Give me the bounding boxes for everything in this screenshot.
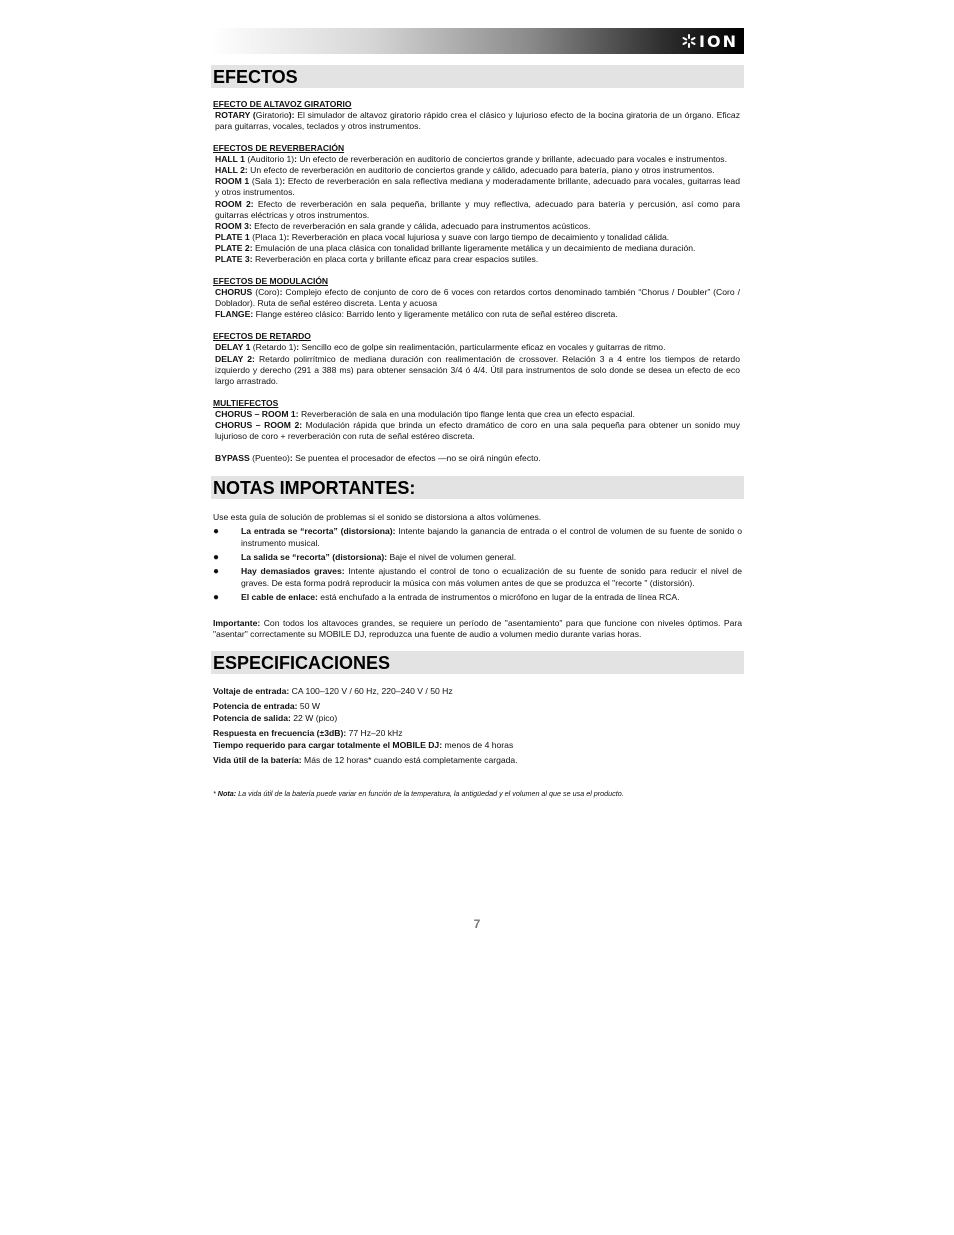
- effect-plate-2: PLATE 2: Emulación de una placa clásica con tonalidad brillante ligeramente metálica y un decaimiento de mediana duración.: [215, 242, 696, 253]
- list-item: ● Hay demasiados graves: Intente ajustando el control de tono o ecualización de su fuente de sonido para reducir el nivel de graves. De esta forma podrá reproducir la música con más volumen antes de que se produzca el "recorte " (distorsión).: [213, 566, 742, 588]
- spec-row: Potencia de salida: 22 W (pico): [213, 712, 338, 723]
- effect-delay-1: DELAY 1 (Retardo 1): Sencillo eco de golpe sin realimentación, particularmente eficaz en vocales y guitarras de ritmo.: [215, 342, 666, 353]
- effect-rotary: ROTARY (Giratorio): El simulador de altavoz giratorio rápido crea el clásico y lujurioso efecto de la bocina giratoria de un órgano. Eficaz para guitarras, vocales, teclados y otros instrumentos.: [215, 110, 740, 132]
- heading-reverb: EFECTOS DE REVERBERACIÓN: [213, 143, 345, 154]
- heading-modulacion: EFECTOS DE MODULACIÓN: [213, 276, 329, 287]
- list-item: ● La salida se “recorta” (distorsiona): Baje el nivel de volumen general.: [213, 551, 517, 563]
- logo-text: ION: [699, 31, 738, 51]
- page-number: 7: [473, 917, 481, 931]
- heading-multiefectos: MULTIEFECTOS: [213, 397, 279, 408]
- effect-chorus-room-2: CHORUS – ROOM 2: Modulación rápida que brinda un efecto dramático de coro en una sala pequeña para obtener un sonido muy lujurioso de coro + reverberación con ruta de señal estéreo discreta.: [215, 419, 740, 441]
- effect-room-3: ROOM 3: Efecto de reverberación en sala grande y cálida, adecuado para instrumentos acústicos.: [215, 220, 591, 231]
- list-item: ● La entrada se “recorta” (distorsiona): Intente bajando la ganancia de entrada o el control de volumen de su fuente de sonido o instrumento musical.: [213, 526, 742, 548]
- notes-intro: Use esta guía de solución de problemas si el sonido se distorsiona a altos volúmenes.: [213, 512, 542, 523]
- effect-hall-2: HALL 2: Un efecto de reverberación en auditorio de conciertos grande y cálido, adecuado para batería, piano y otros instrumentos.: [215, 165, 715, 176]
- effect-plate-1: PLATE 1 (Placa 1): Reverberación en placa vocal lujuriosa y suave con largo tiempo de decaimiento y tonalidad cálida.: [215, 231, 670, 242]
- spec-row: Voltaje de entrada: CA 100–120 V / 60 Hz, 220–240 V / 50 Hz: [213, 685, 453, 696]
- effect-bypass: BYPASS (Puenteo): Se puentea el procesador de efectos —no se oirá ningún efecto.: [215, 453, 541, 464]
- heading-altavoz: EFECTO DE ALTAVOZ GIRATORIO: [213, 99, 352, 109]
- list-item: ● El cable de enlace: está enchufado a la entrada de instrumentos o micrófono en lugar de la entrada de línea RCA.: [213, 592, 680, 604]
- ion-star-icon: [682, 34, 696, 48]
- manual-page: [211, 28, 744, 798]
- bullet-icon: ●: [213, 551, 220, 563]
- section-title-efectos: EFECTOS: [211, 65, 744, 88]
- section-title-specs: ESPECIFICACIONES: [211, 651, 744, 674]
- heading-retardo: EFECTOS DE RETARDO: [213, 331, 311, 342]
- effect-chorus: CHORUS (Coro): Complejo efecto de conjunto de coro de 6 voces con retardos cortos denominado también “Chorus / Doubler” (Coro / Doblador). Ruta de señal estéreo discreta. Lenta y acuosa: [215, 287, 740, 309]
- effect-flange: FLANGE: Flange estéreo clásico: Barrido lento y ligeramente metálico con ruta de señal estéreo discreta.: [215, 309, 618, 320]
- spec-row: Potencia de entrada: 50 W: [213, 700, 320, 711]
- importante-paragraph: Importante: Con todos los altavoces grandes, se requiere un período de "asentamiento" para que funcione con niveles óptimos. Para "asentar" correctamente su MOBILE DJ, reproduzca una fuente de audio a volumen medio durante varias horas.: [213, 617, 742, 640]
- spec-row: Vida útil de la batería: Más de 12 horas* cuando está completamente cargada.: [213, 754, 518, 765]
- section-title-notas: NOTAS IMPORTANTES:: [211, 476, 744, 499]
- effect-hall-1: HALL 1 (Auditorio 1): Un efecto de reverberación en auditorio de conciertos grande y brillante, adecuado para vocales e instrumentos.: [215, 154, 727, 165]
- header-gradient-bar: [211, 28, 744, 54]
- notes-list: [211, 526, 744, 603]
- effect-room-2: ROOM 2: Efecto de reverberación en sala pequeña, brillante y muy reflectiva, adecuado para batería y percusión, así como para guitarras eléctricas y otros instrumentos.: [215, 198, 740, 220]
- spec-row: Respuesta en frecuencia (±3dB): 77 Hz–20 kHz: [213, 727, 403, 738]
- bullet-icon: ●: [213, 566, 220, 578]
- ion-logo: [682, 31, 738, 51]
- effect-room-1: ROOM 1 (Sala 1): Efecto de reverberación en sala reflectiva mediana y moderadamente brillante, adecuado para vocales, guitarras lead y otros instrumentos.: [215, 176, 740, 198]
- effect-chorus-room-1: CHORUS – ROOM 1: Reverberación de sala en una modulación tipo flange lenta que crea un efecto espacial.: [215, 408, 635, 419]
- bullet-icon: ●: [213, 526, 220, 538]
- effect-plate-3: PLATE 3: Reverberación en placa corta y brillante eficaz para crear espacios sutiles.: [215, 254, 539, 265]
- bullet-icon: ●: [213, 592, 220, 604]
- effect-delay-2: DELAY 2: Retardo polirrítmico de mediana duración con realimentación de crossover. Relación 3 a 4 entre los tiempos de retardo izquierdo y derecho (291 a 388 ms) para obtener sensación 3/4 ó 4/4. Útil para instrumentos de solo donde se desea un efecto de eco largo arrastrado.: [215, 353, 740, 386]
- battery-note: * Nota: La vida útil de la batería puede variar en función de la temperatura, la antigüedad y el volumen al que se usa el producto.: [213, 788, 624, 798]
- spec-row: Tiempo requerido para cargar totalmente el MOBILE DJ: menos de 4 horas: [213, 739, 514, 750]
